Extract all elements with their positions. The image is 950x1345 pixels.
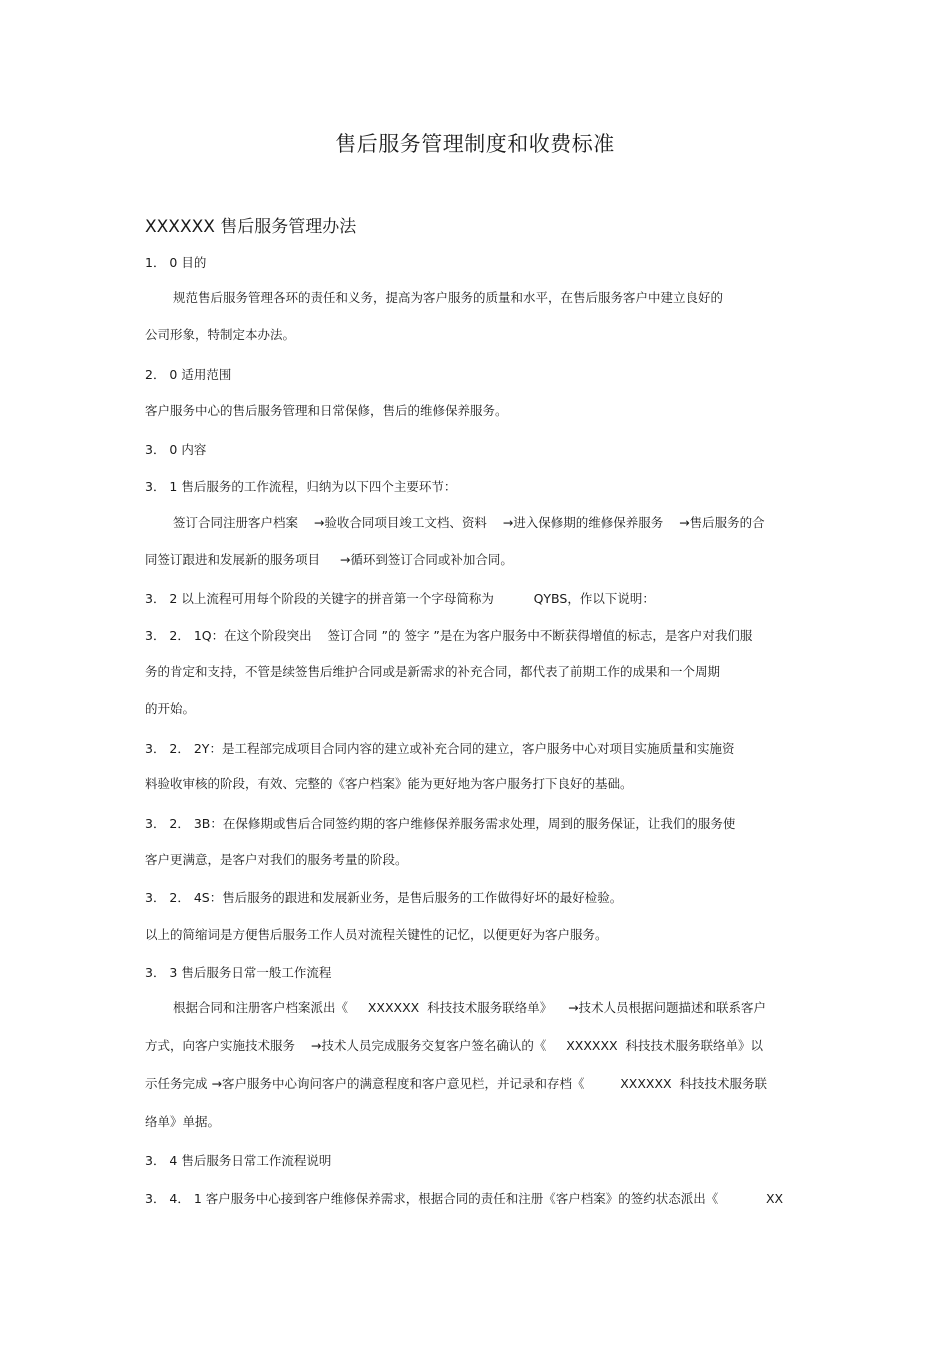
text-line: 同签订跟进和发展新的服务项目 →循环到签订合同或补加合同。 <box>145 552 513 567</box>
text-line: 3． 0 内容 <box>145 442 207 457</box>
text-line: 公司形象，特制定本办法。 <box>145 327 296 342</box>
text-line: 客户服务中心的售后服务管理和日常保修，售后的维修保养服务。 <box>145 403 508 418</box>
text-line: 3． 2． 2Y：是工程部完成项目合同内容的建立或补充合同的建立，客户服务中心对项目实施质量和实施资 <box>145 741 735 756</box>
text-line: 1． 0 目的 <box>145 255 207 270</box>
text-line: 签订合同注册客户档案 →验收合同项目竣工文档、资料 →进入保修期的维修保养服务 →售后服务的合 <box>173 515 765 530</box>
text-line: 客户更满意，是客户对我们的服务考量的阶段。 <box>145 852 408 867</box>
text-line: 3． 3 售后服务日常一般工作流程 <box>145 965 332 980</box>
text-line: 示任务完成 →客户服务中心询问客户的满意程度和客户意见栏，并记录和存档《 XXXXXX 科技技术服务联 <box>145 1076 768 1091</box>
section-heading: XXXXXX 售后服务管理办法 <box>145 217 357 237</box>
text-line: 规范售后服务管理各环的责任和义务，提高为客户服务的质量和水平，在售后服务客户中建立良好的 <box>173 290 724 305</box>
text-line: 3． 2． 1Q：在这个阶段突出 签订合同 ”的 签字 ”是在为客户服务中不断获得增值的标志，是客户对我们服 <box>145 628 753 643</box>
text-line: 络单》单据。 <box>145 1114 221 1129</box>
document-title: 售后服务管理制度和收费标准 <box>335 132 615 156</box>
text-line: 3． 1 售后服务的工作流程，归纳为以下四个主要环节： <box>145 479 457 494</box>
text-line: 2． 0 适用范围 <box>145 367 232 382</box>
text-line: 的开始。 <box>145 701 196 716</box>
text-line: 料验收审核的阶段，有效、完整的《客户档案》能为更好地为客户服务打下良好的基础。 <box>145 776 633 791</box>
text-line: 3． 4． 1 客户服务中心接到客户维修保养需求，根据合同的责任和注册《客户档案》的签约状态派出《 XX <box>145 1191 784 1206</box>
text-line: 3． 2． 3B：在保修期或售后合同签约期的客户维修保养服务需求处理，周到的服务保证，让我们的服务使 <box>145 816 736 831</box>
text-line: 以上的简缩词是方便售后服务工作人员对流程关键性的记忆，以便更好为客户服务。 <box>145 927 608 942</box>
text-line: 3． 2． 4S：售后服务的跟进和发展新业务，是售后服务的工作做得好坏的最好检验。 <box>145 890 623 905</box>
text-line: 3． 4 售后服务日常工作流程说明 <box>145 1153 332 1168</box>
text-line: 方式，向客户实施技术服务 →技术人员完成服务交复客户签名确认的《 XXXXXX 科技技术服务联络单》以 <box>145 1038 764 1053</box>
text-line: 根据合同和注册客户档案派出《 XXXXXX 科技技术服务联络单》 →技术人员根据问题描述和联系客户 <box>173 1000 767 1015</box>
text-line: 3． 2 以上流程可用每个阶段的关键字的拼音第一个字母简称为 QYBS，作以下说明： <box>145 591 655 606</box>
text-line: 务的肯定和支持，不管是续签售后维护合同或是新需求的补充合同，都代表了前期工作的成果和一个周期 <box>145 664 721 679</box>
